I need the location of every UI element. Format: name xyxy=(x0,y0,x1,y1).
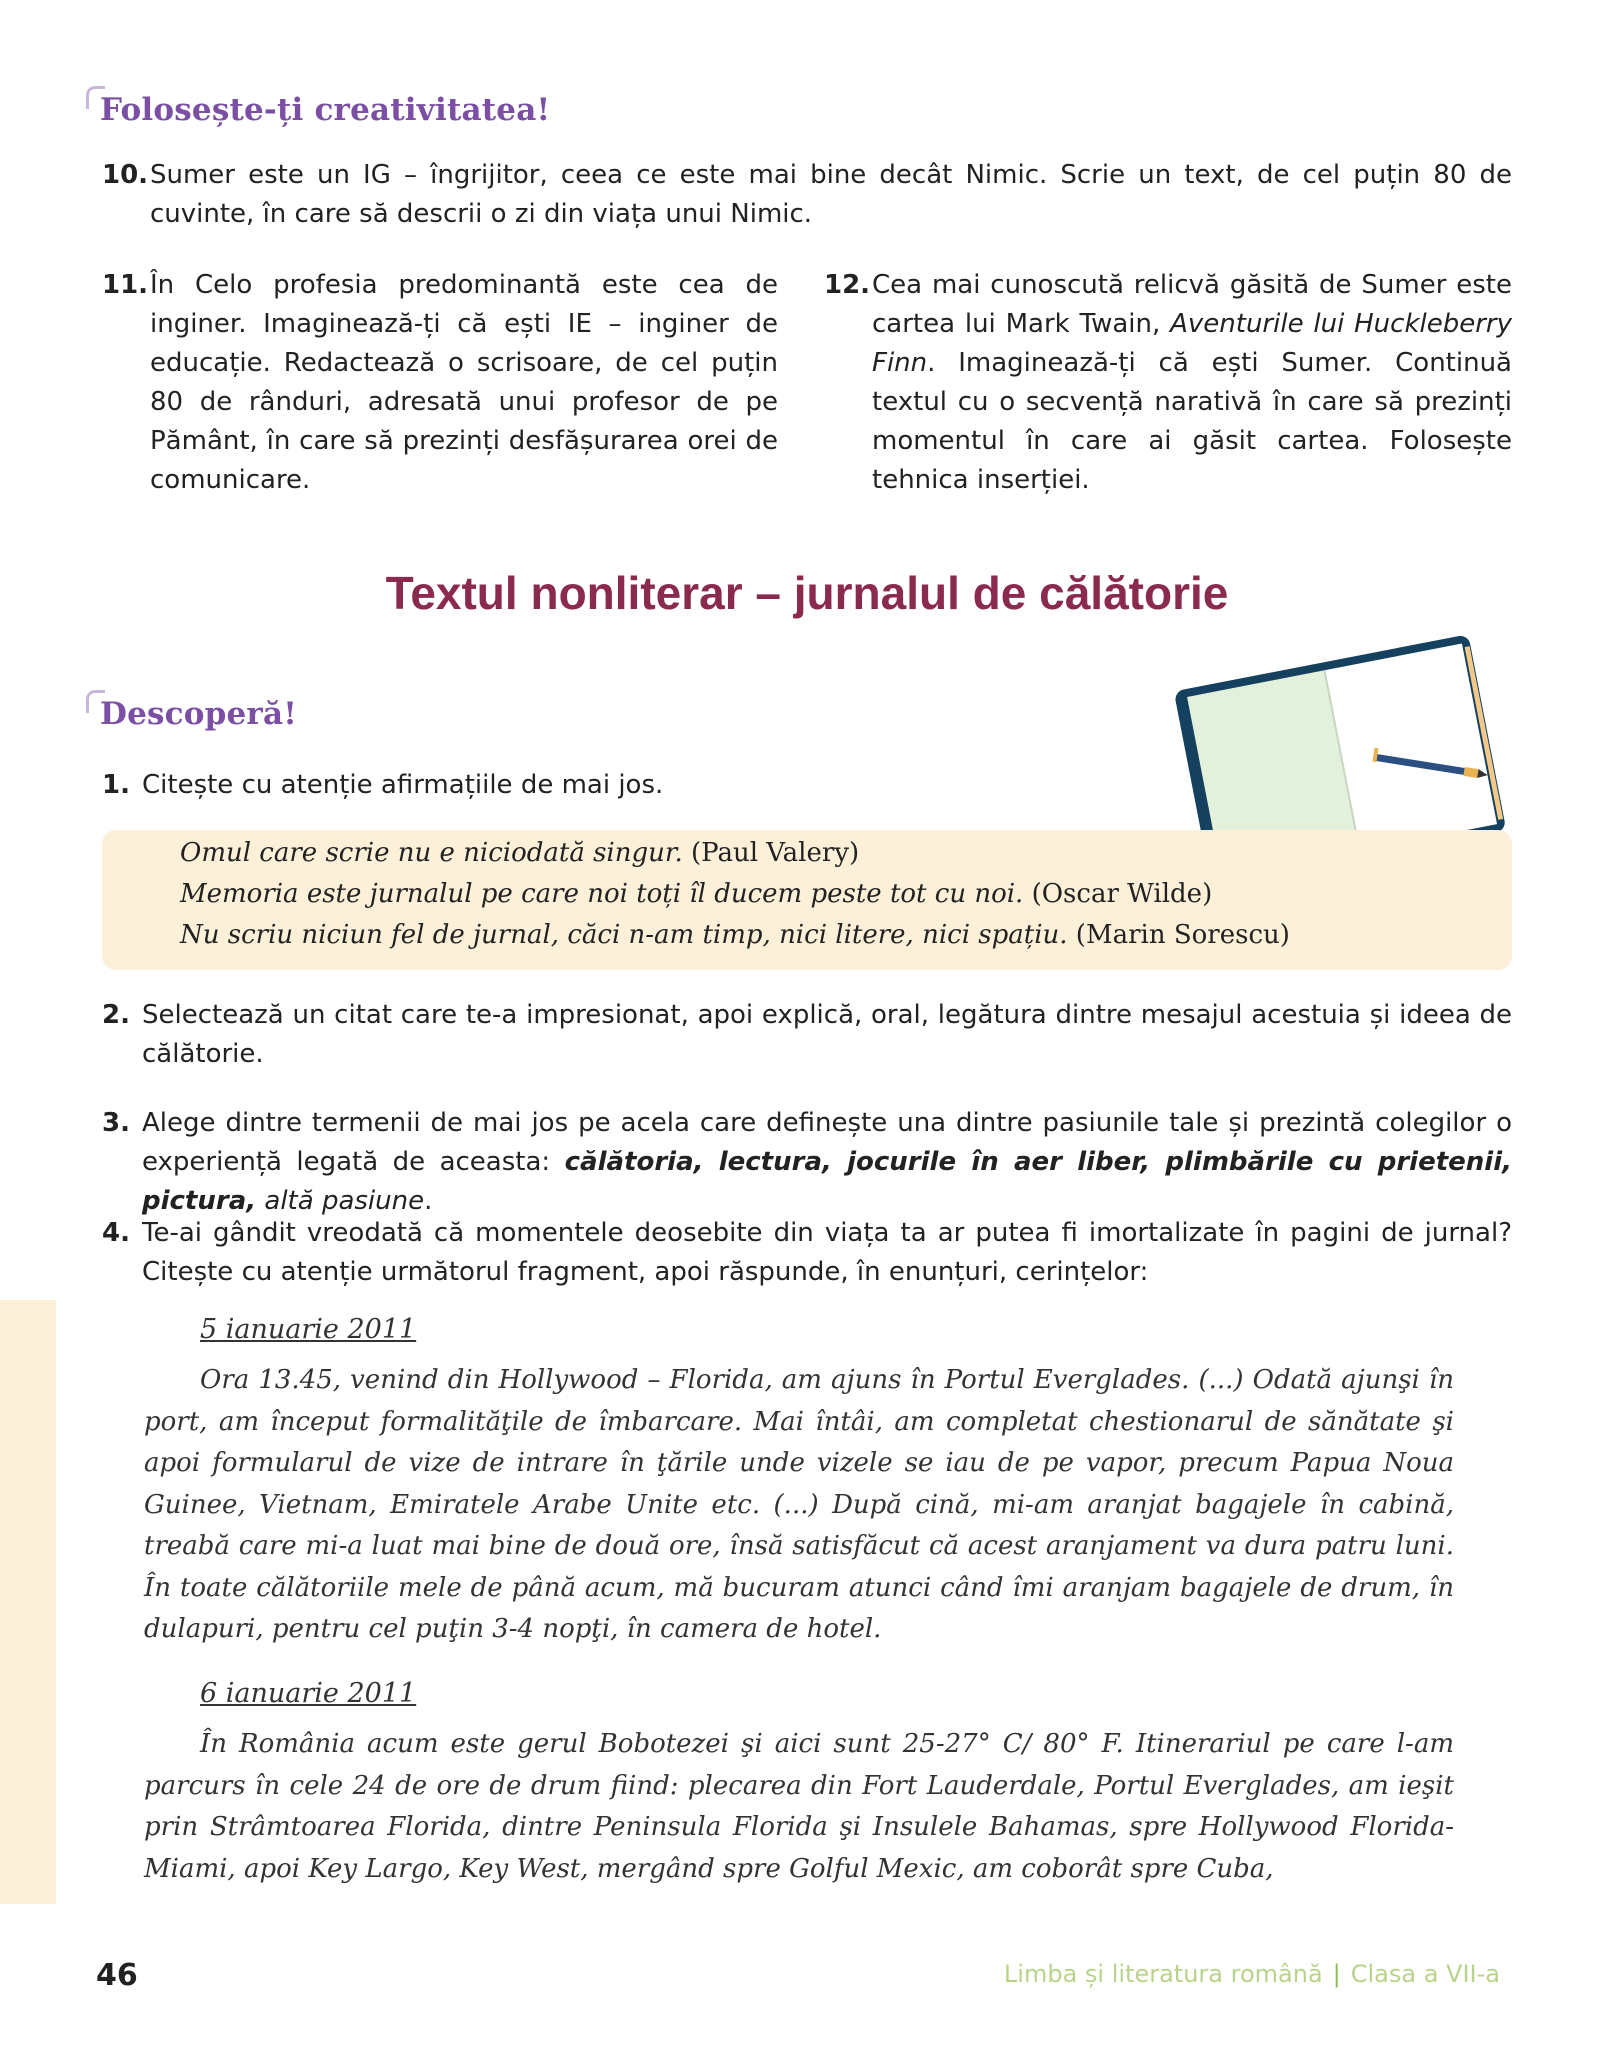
task-2 xyxy=(102,996,1512,1074)
task-12 xyxy=(824,266,1512,500)
task-text-part: . Imaginează-ți că ești Sumer. Continuă textul cu o secvență narativă în care să prezinți momentul în care ai găsit cartea. Folosește tehnica inserției. xyxy=(872,348,1512,495)
footer-grade: Clasa a VII-a xyxy=(1350,1960,1500,1988)
footer-subject-name: Limba și literatura română xyxy=(1003,1960,1323,1988)
task-number: 1. xyxy=(102,770,130,800)
quote-author: (Marin Sorescu) xyxy=(1067,920,1290,950)
task-number: 4. xyxy=(102,1218,130,1248)
task-number: 11. xyxy=(102,270,149,300)
task-text-part: . xyxy=(424,1186,433,1216)
quote-line xyxy=(180,920,1290,950)
journal-date: 5 ianuarie 2011 xyxy=(200,1314,417,1345)
task-text xyxy=(824,266,1512,500)
task-text xyxy=(102,1104,1512,1221)
task-1 xyxy=(102,766,1402,805)
journal-entry: Ora 13.45, venind din Hollywood – Florida, am ajuns în Portul Everglades. (...) Odată ajunşi în port, am început formalităţile de îmbarcare. Mai întâi, am completat chestionarul de sănătate şi apoi formularul de vize de intrare în ţările unde vizele se iau de pe vapor, precum Papua Noua Guinee, Vietnam, Emiratele Arabe Unite etc. (...) După cină, mi-am aranjat bagajele în cabină, treabă care mi-a luat mai bine de două ore, însă satisfăcut că acest aranjament va dura patru luni. În toate călătoriile mele de până acum, mă bucuram atunci când îmi aranjam bagajele de drum, în dulapuri, pentru cel puţin 3-4 nopţi, în camera de hotel. xyxy=(144,1365,1454,1644)
quote-text: Nu scriu niciun fel de jurnal, căci n-am timp, nici litere, nici spațiu. xyxy=(180,920,1068,950)
task-number: 2. xyxy=(102,1000,130,1030)
page-title: Textul nonliterar – jurnalul de călătorie xyxy=(385,567,1229,619)
section-heading-discover: Descoperă! xyxy=(100,696,298,732)
task-4 xyxy=(102,1214,1512,1292)
book-title: Aventurile lui Huckleberry Finn xyxy=(872,309,1512,378)
task-text: Te-ai gândit vreodată că momentele deosebite din viața ta ar putea fi imortalizate în pagini de jurnal? Citește cu atenție următorul fragment, apoi răspunde, în enunțuri, cerințelor: xyxy=(142,1218,1512,1287)
journal-date: 6 ianuarie 2011 xyxy=(200,1678,417,1709)
footer-subject xyxy=(1004,1960,1500,1988)
task-text: În Celo profesia predominantă este cea de inginer. Imaginează-ți că ești IE – inginer de educație. Redactează o scrisoare, de cel puțin 80 de rânduri, adresată unui profesor de pe Pământ, în care să prezinți desfășurarea orei de comunicare. xyxy=(150,270,778,495)
task-3 xyxy=(102,1104,1512,1221)
quote-author: (Paul Valery) xyxy=(682,838,860,868)
task-text: Citește cu atenție afirmațiile de mai jos. xyxy=(142,770,664,800)
task-text: Sumer este un IG – îngrijitor, ceea ce este mai bine decât Nimic. Scrie un text, de cel puțin 80 de cuvinte, în care să descrii o zi din viața unui Nimic. xyxy=(150,160,1512,229)
other-passion: altă pasiune xyxy=(256,1186,425,1216)
quote-text: Memoria este jurnalul pe care noi toți îl ducem peste tot cu noi. xyxy=(180,879,1024,909)
side-decoration xyxy=(0,1300,56,1904)
task-11 xyxy=(102,266,778,500)
task-number: 12. xyxy=(824,270,871,300)
task-text-part: Cea mai cunoscută relicvă găsită de Sumer este cartea lui Mark Twain, xyxy=(872,270,1512,339)
section-heading-creativity: Folosește-ți creativitatea! xyxy=(100,92,551,128)
journal-entry: În România acum este gerul Bobotezei şi aici sunt 25-27° C/ 80° F. Itinerariul pe care l-am parcurs în cele 24 de ore de drum fiind: plecarea din Fort Lauderdale, Portul Everglades, am ieşit prin Strâmtoarea Florida, dintre Peninsula Florida şi Insulele Bahamas, spre Hollywood Florida-Miami, apoi Key Largo, Key West, mergând spre Golful Mexic, am coborât spre Cuba, xyxy=(144,1729,1454,1884)
task-number: 10. xyxy=(102,160,149,190)
footer-separator: | xyxy=(1332,1960,1341,1988)
quote-author: (Oscar Wilde) xyxy=(1023,879,1213,909)
page-number: 46 xyxy=(96,1958,138,1993)
quote-line xyxy=(180,838,859,868)
passion-terms: călătoria, lectura, jocurile în aer liber, plimbările cu prietenii, pictura, xyxy=(142,1147,1513,1216)
task-number: 3. xyxy=(102,1108,130,1138)
task-10 xyxy=(102,156,1512,234)
quote-text: Omul care scrie nu e niciodată singur. xyxy=(180,838,683,868)
quote-line xyxy=(180,879,1212,909)
task-text-part: Alege dintre termenii de mai jos pe acela care definește una dintre pasiunile tale și prezintă colegilor o experiență legată de aceasta: xyxy=(142,1108,1512,1177)
task-text: Selectează un citat care te-a impresionat, apoi explică, oral, legătura dintre mesajul acestuia și ideea de călătorie. xyxy=(142,1000,1512,1069)
